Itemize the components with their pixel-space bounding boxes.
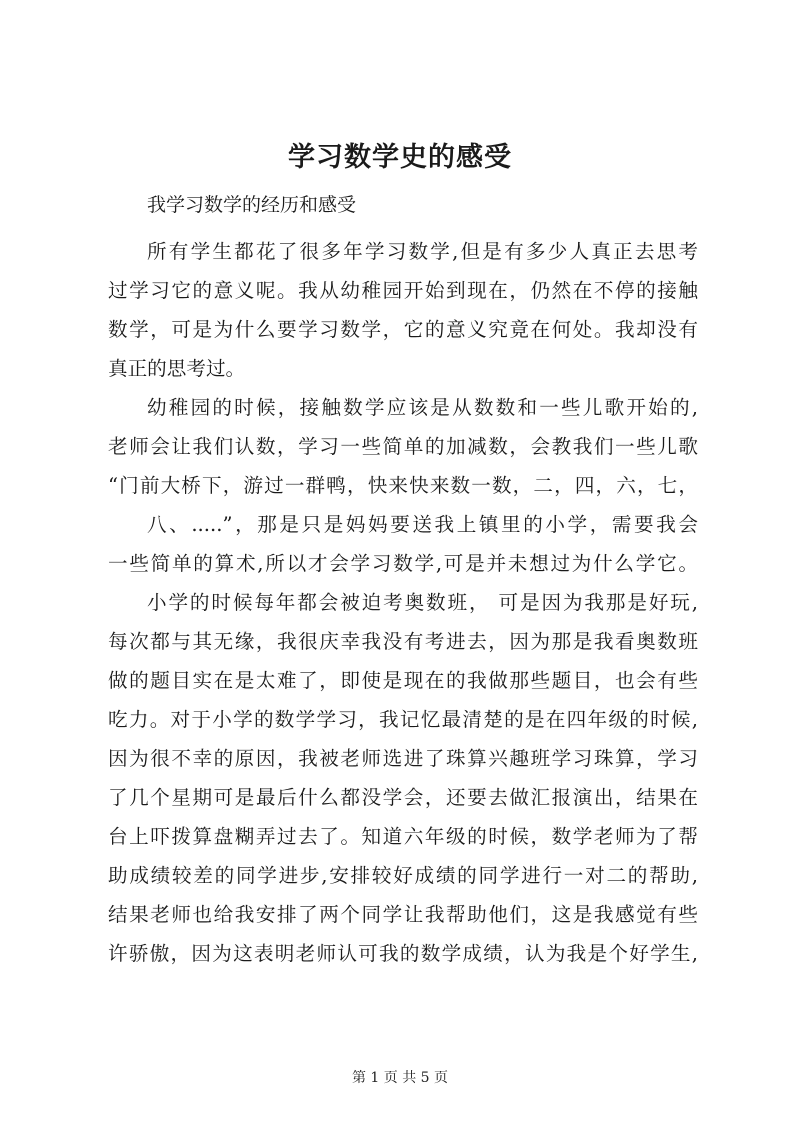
text-line: 幼稚园的时候，接触数学应该是从数数和一些儿歌开始的, [147,396,698,419]
text-line: 了几个星期可是最后什么都没学会，还要去做汇报演出，结果在 [108,786,698,809]
document-body [108,232,698,973]
document-title: 学习数学史的感受 [288,142,512,173]
text-line: 许骄傲，因为这表明老师认可我的数学成绩，认为我是个好学生, [108,942,698,965]
text-line: 做的题目实在是太难了，即使是现在的我做那些题目，也会有些 [108,669,698,692]
text-line: 一些简单的算术,所以才会学习数学,可是并未想过为什么学它。 [108,552,698,575]
text-line: “门前大桥下，游过一群鸭，快来快来数一数，二，四，六，七， [108,474,698,497]
text-line: 结果老师也给我安排了两个同学让我帮助他们，这是我感觉有些 [108,903,698,926]
document-subtitle: 我学习数学的经历和感受 [147,194,357,216]
text-line: 所有学生都花了很多年学习数学,但是有多少人真正去思考 [147,240,698,263]
page-footer: 第 1 页 共 5 页 [351,1070,449,1086]
text-line: 老师会让我们认数，学习一些简单的加减数，会教我们一些儿歌 [108,435,698,458]
text-line: 小学的时候每年都会被迫考奥数班， 可是因为我那是好玩, [147,591,698,614]
text-line: 因为很不幸的原因，我被老师选进了珠算兴趣班学习珠算，学习 [108,747,698,770]
text-line: 台上吓拨算盘糊弄过去了。知道六年级的时候，数学老师为了帮 [108,825,698,848]
text-line: 助成绩较差的同学进步,安排较好成绩的同学进行一对二的帮助, [108,864,698,887]
text-line: 数学，可是为什么要学习数学，它的意义究竟在何处。我却没有 [108,318,698,341]
text-line: 真正的思考过。 [108,357,246,380]
text-line: 过学习它的意义呢。我从幼稚园开始到现在，仍然在不停的接触 [108,279,698,302]
text-line: 八、.....”，那是只是妈妈要送我上镇里的小学，需要我会 [147,513,698,536]
text-line: 吃力。对于小学的数学学习，我记忆最清楚的是在四年级的时候, [108,708,698,731]
text-line: 每次都与其无缘，我很庆幸我没有考进去，因为那是我看奥数班 [108,630,698,653]
